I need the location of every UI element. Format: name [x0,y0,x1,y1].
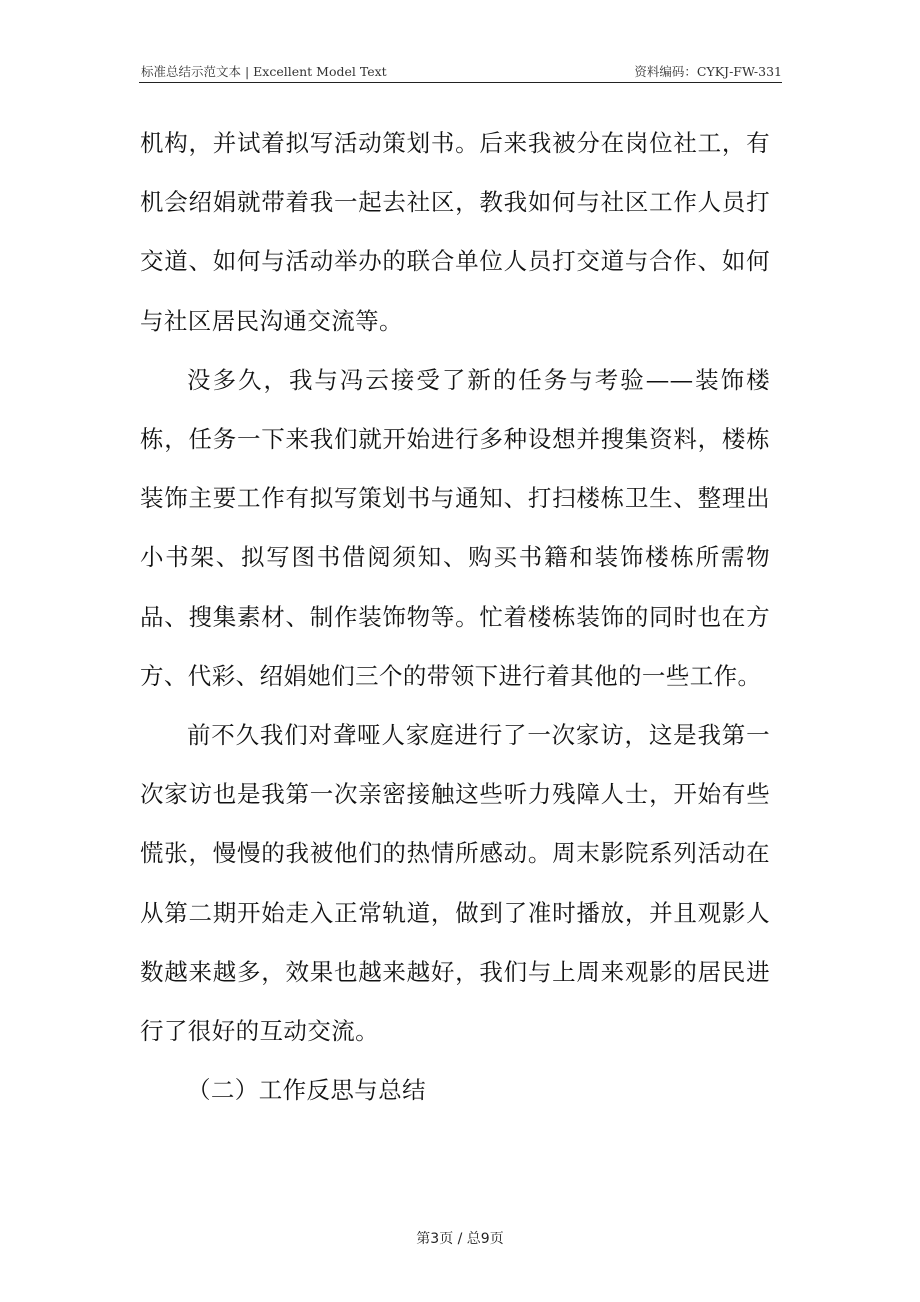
body-paragraph: 没多久，我与冯云接受了新的任务与考验——装饰楼栋，任务一下来我们就开始进行多种设想并搜集资料，楼栋装饰主要工作有拟写策划书与通知、打扫楼栋卫生、整理出小书架、拟写图书借阅须知、购买书籍和装饰楼栋所需物品、搜集素材、制作装饰物等。忙着楼栋装饰的同时也在方方、代彩、绍娟她们三个的带领下进行着其他的一些工作。 [140,365,770,690]
body-paragraph: 前不久我们对聋哑人家庭进行了一次家访，这是我第一次家访也是我第一次亲密接触这些听力残障人士，开始有些慌张，慢慢的我被他们的热情所感动。周末影院系列活动在从第二期开始走入正常轨道，做到了准时播放，并且观影人数越来越多，效果也越来越好，我们与上周来观影的居民进行了很好的互动交流。 [140,721,770,1046]
body-paragraph: 机构，并试着拟写活动策划书。后来我被分在岗位社工，有机会绍娟就带着我一起去社区，教我如何与社区工作人员打交道、如何与活动举办的联合单位人员打交道与合作、如何与社区居民沟通交流等。 [140,129,770,335]
document-code: 资料编码：CYKJ-FW-331 [634,64,782,79]
page-footer [0,1228,920,1248]
page-indicator: 第3页 / 总9页 [416,1231,504,1247]
header-title: 标准总结示范文本 | Excellent Model Text [141,64,387,79]
section-heading: （二）工作反思与总结 [187,1076,426,1105]
document-body [140,114,770,1120]
page-header [139,58,782,83]
